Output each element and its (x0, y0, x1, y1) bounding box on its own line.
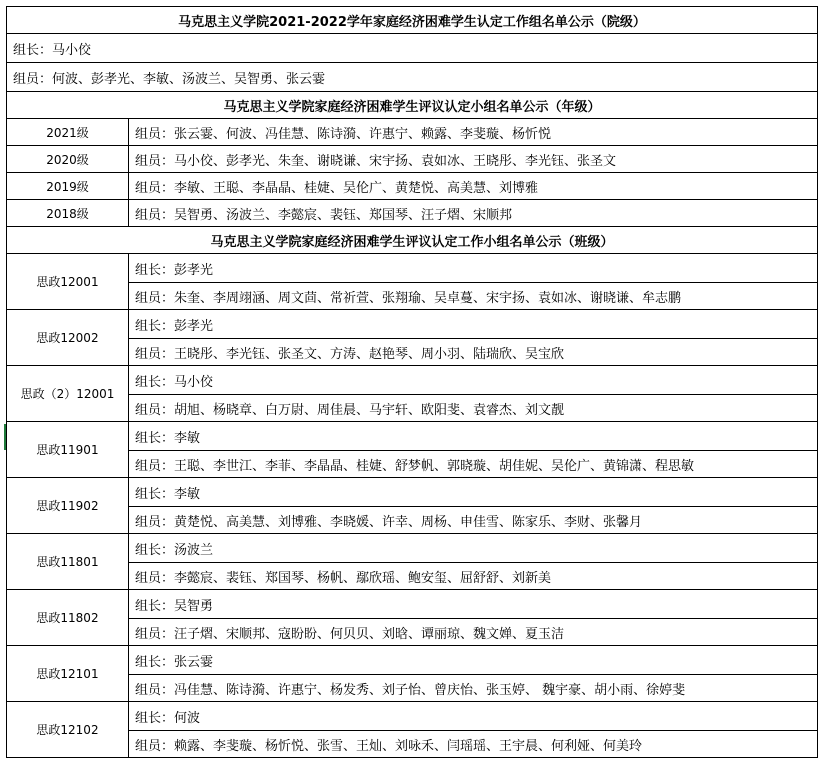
class-label[interactable]: 思政12001 (7, 254, 129, 310)
class-leader-row (7, 310, 818, 339)
class-leader[interactable]: 组长：李敏 (129, 422, 818, 451)
class-leader-row (7, 534, 818, 563)
class-members[interactable]: 组员：李懿宸、裴钰、郑国琴、杨帆、鄢欣瑶、鲍安玺、屈舒舒、刘新美 (129, 563, 818, 590)
class-label[interactable]: 思政12002 (7, 310, 129, 366)
class-members-row (7, 619, 818, 646)
class-label[interactable]: 思政11801 (7, 534, 129, 590)
class-leader[interactable]: 组长：何波 (129, 702, 818, 731)
college-leader-row (7, 34, 818, 63)
class-members-row (7, 731, 818, 758)
class-leader[interactable]: 组长：汤波兰 (129, 534, 818, 563)
class-members-row (7, 507, 818, 534)
college-title-row (7, 7, 818, 34)
class-members-row (7, 451, 818, 478)
class-leader-row (7, 590, 818, 619)
class-members[interactable]: 组员：冯佳慧、陈诗漪、许惠宁、杨发秀、刘子怡、曾庆怡、张玉婷、 魏宇豪、胡小雨、徐婷斐 (129, 675, 818, 702)
grade-members[interactable]: 组员：张云霎、何波、冯佳慧、陈诗漪、许惠宁、赖露、李斐璇、杨忻悦 (129, 119, 818, 146)
grade-title[interactable]: 马克思主义学院家庭经济困难学生评议认定小组名单公示（年级） (7, 92, 818, 119)
college-members[interactable]: 组员：何波、彭孝光、李敏、汤波兰、吴智勇、张云霎 (7, 63, 818, 92)
class-label[interactable]: 思政11901 (7, 422, 129, 478)
grade-members[interactable]: 组员：马小佼、彭孝光、朱奎、谢晓谦、宋宇扬、袁如冰、王晓彤、李光钰、张圣文 (129, 146, 818, 173)
class-leader-row (7, 422, 818, 451)
grade-title-row (7, 92, 818, 119)
class-members[interactable]: 组员：赖露、李斐璇、杨忻悦、张雪、王灿、刘咏禾、闫瑶瑶、王宇晨、何利娅、何美玲 (129, 731, 818, 758)
grade-members[interactable]: 组员：吴智勇、汤波兰、李懿宸、裴钰、郑国琴、汪子熠、宋顺邦 (129, 200, 818, 227)
class-leader-row (7, 366, 818, 395)
class-members[interactable]: 组员：汪子熠、宋顺邦、寇盼盼、何贝贝、刘晗、谭丽琼、魏文婵、夏玉洁 (129, 619, 818, 646)
grade-label[interactable]: 2020级 (7, 146, 129, 173)
class-members[interactable]: 组员：黄楚悦、高美慧、刘博雅、李晓媛、许幸、周杨、申佳雪、陈家乐、李财、张馨月 (129, 507, 818, 534)
class-leader-row (7, 702, 818, 731)
class-leader[interactable]: 组长：彭孝光 (129, 254, 818, 283)
class-members[interactable]: 组员：朱奎、李周翊涵、周文茴、常祈萱、张翔瑜、吴卓蔓、宋宇扬、袁如冰、谢晓谦、牟志鹏 (129, 283, 818, 310)
roster-table-body (7, 7, 818, 758)
grade-row (7, 119, 818, 146)
grade-row (7, 146, 818, 173)
class-members[interactable]: 组员：王聪、李世江、李菲、李晶晶、桂婕、舒梦帆、郭晓璇、胡佳妮、吴伦广、黄锦潇、程思敏 (129, 451, 818, 478)
grade-members[interactable]: 组员：李敏、王聪、李晶晶、桂婕、吴伦广、黄楚悦、高美慧、刘博雅 (129, 173, 818, 200)
class-label[interactable]: 思政12101 (7, 646, 129, 702)
grade-label[interactable]: 2021级 (7, 119, 129, 146)
class-leader-row (7, 646, 818, 675)
class-label[interactable]: 思政11802 (7, 590, 129, 646)
college-leader[interactable]: 组长：马小佼 (7, 34, 818, 63)
roster-table (6, 6, 818, 758)
class-title[interactable]: 马克思主义学院家庭经济困难学生评议认定工作小组名单公示（班级） (7, 227, 818, 254)
class-label[interactable]: 思政（2）12001 (7, 366, 129, 422)
class-leader-row (7, 478, 818, 507)
class-leader[interactable]: 组长：李敏 (129, 478, 818, 507)
class-leader-row (7, 254, 818, 283)
grade-label[interactable]: 2019级 (7, 173, 129, 200)
class-members[interactable]: 组员：王晓彤、李光钰、张圣文、方涛、赵艳琴、周小羽、陆瑞欣、吴宝欣 (129, 339, 818, 366)
class-members-row (7, 339, 818, 366)
class-members-row (7, 675, 818, 702)
class-members[interactable]: 组员：胡旭、杨晓章、白万尉、周佳晨、马宇轩、欧阳斐、袁睿杰、刘文靓 (129, 395, 818, 422)
class-title-row (7, 227, 818, 254)
class-leader[interactable]: 组长：吴智勇 (129, 590, 818, 619)
class-members-row (7, 283, 818, 310)
college-members-row (7, 63, 818, 92)
class-leader[interactable]: 组长：彭孝光 (129, 310, 818, 339)
class-label[interactable]: 思政11902 (7, 478, 129, 534)
college-title[interactable]: 马克思主义学院2021-2022学年家庭经济困难学生认定工作组名单公示（院级） (7, 7, 818, 34)
grade-row (7, 200, 818, 227)
grade-label[interactable]: 2018级 (7, 200, 129, 227)
class-leader[interactable]: 组长：马小佼 (129, 366, 818, 395)
spreadsheet (6, 6, 817, 758)
class-members-row (7, 563, 818, 590)
class-members-row (7, 395, 818, 422)
class-leader[interactable]: 组长：张云霎 (129, 646, 818, 675)
grade-row (7, 173, 818, 200)
class-label[interactable]: 思政12102 (7, 702, 129, 758)
